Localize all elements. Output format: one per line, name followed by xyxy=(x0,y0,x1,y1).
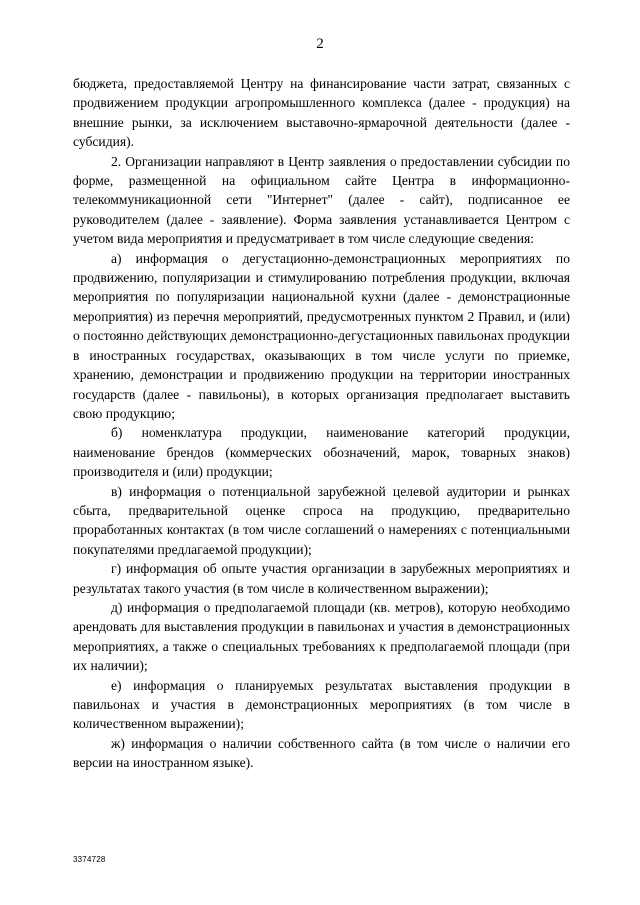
paragraph-subitem-zh: ж) информация о наличии собственного сайта (в том числе о наличии его версии на иностранном языке). xyxy=(73,735,570,771)
paragraph-subitem-d: д) информация о предполагаемой площади (кв. метров), которую необходимо арендовать для выставления продукции в павильонах и участия в демонстрационных мероприятиях, а также о специальных требованиях к предполагаемой площади (при их наличии); xyxy=(73,599,570,674)
paragraph-subitem-e: е) информация о планируемых результатах выставления продукции в павильонах и участия в демонстрационных мероприятиях (в том числе в количественном выражении); xyxy=(73,677,570,732)
page-number: 2 xyxy=(316,36,324,52)
document-body xyxy=(73,74,570,773)
paragraph-item-2: 2. Организации направляют в Центр заявления о предоставлении субсидии по форме, размещенной на официальном сайте Центра в информационно-телекоммуникационной сети "Интернет" (далее - сайт), подписанное ее руководителем (далее - заявление). Форма заявления устанавливается Центром с учетом вида мероприятия и предусматривает в том числе следующие сведения: xyxy=(73,153,570,247)
paragraph-subitem-g: г) информация об опыте участия организации в зарубежных мероприятиях и результатах такого участия (в том числе в количественном выражении); xyxy=(73,561,570,596)
paragraph-continuation: бюджета, предоставляемой Центру на финансирование части затрат, связанных с продвижением продукции агропромышленного комплекса (далее - продукция) на внешние рынки, за исключением выставочно-ярмарочной деятельности (далее - субсидия). xyxy=(73,76,570,150)
document-code: 3374728 xyxy=(73,855,106,864)
paragraph-subitem-v: в) информация о потенциальной зарубежной целевой аудитории и рынках сбыта, предварительной оценке спроса на продукцию, предварительно проработанных контактах (в том числе соглашений о намерениях с потенциальными покупателями предлагаемой продукции); xyxy=(73,483,570,557)
paragraph-subitem-a: а) информация о дегустационно-демонстрационных мероприятиях по продвижению, популяризации и стимулированию потребления продукции, включая мероприятия по популяризации национальной кухни (далее - демонстрационные мероприятия) из перечня мероприятий, предусмотренных пунктом 2 Правил, и (или) о постоянно действующих демонстрационно-дегустационных павильонах продукции в иностранных государствах, оказывающих в том числе услуги по приемке, хранению, демонстрации и продвижению продукции на территории иностранных государств (далее - павильоны), в которых организация предполагает выставить свою продукцию; xyxy=(73,250,570,421)
paragraph-subitem-b: б) номенклатура продукции, наименование категорий продукции, наименование брендов (коммерческих обозначений, марок, товарных знаков) производителя и (или) продукции; xyxy=(73,425,570,480)
